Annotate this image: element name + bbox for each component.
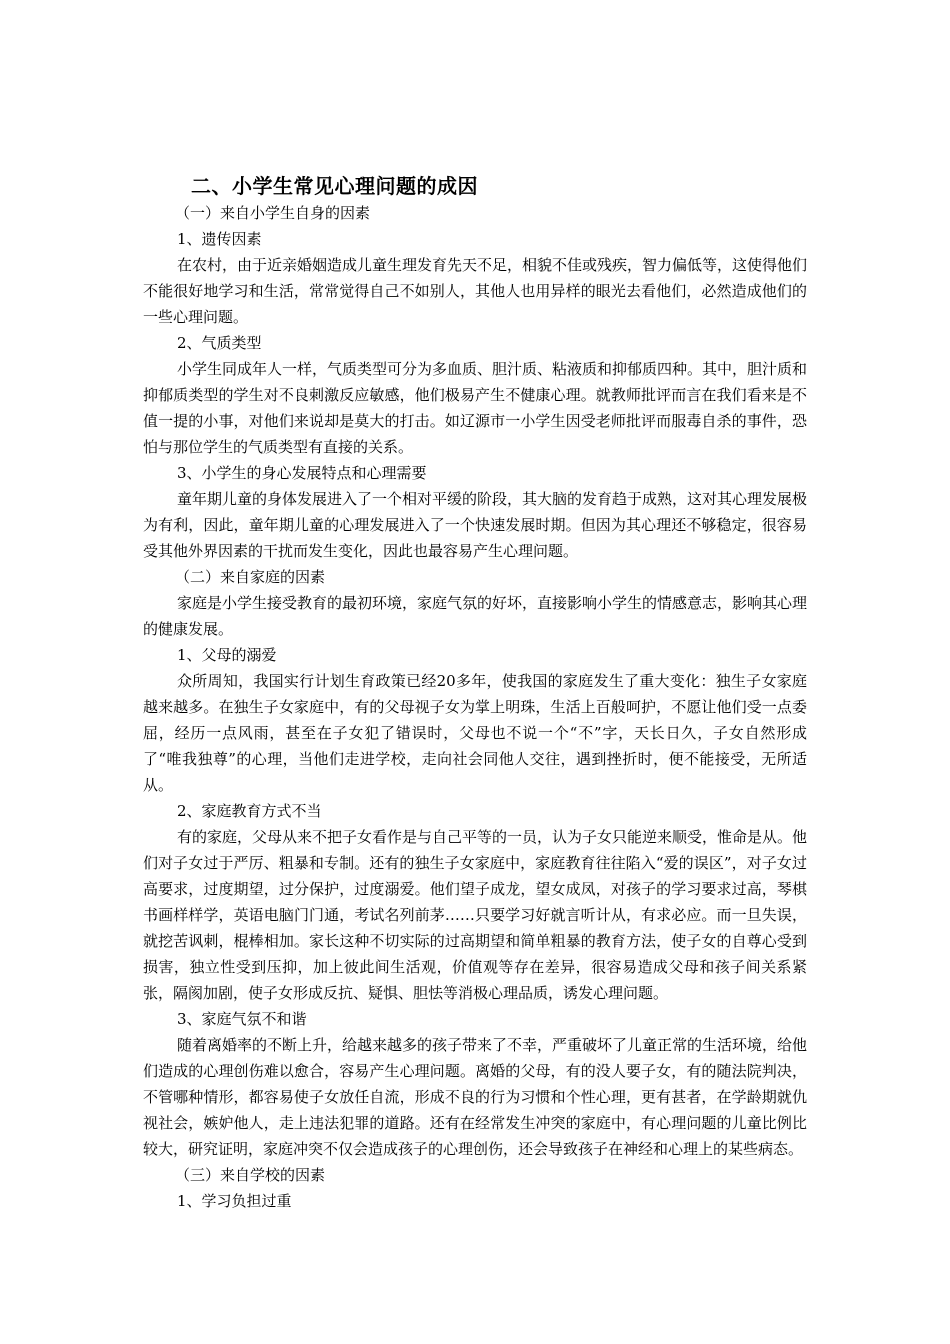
- item-heading: 3、小学生的身心发展特点和心理需要: [177, 464, 427, 482]
- paragraph: 众所周知，我国实行计划生育政策已经20多年，使我国的家庭发生了重大变化：独生子女家庭越来越多。在独生子女家庭中，有的父母视子女为掌上明珠，生活上百般呵护，不愿让他们受一点委屈，经历一点风雨，甚至在子女犯了错误时，父母也不说一个“不”字，天长日久，子女自然形成了“唯我独尊”的心理，当他们走进学校，走向社会同他人交往，遇到挫折时，便不能接受，无所适从。: [143, 672, 807, 794]
- document-page: [143, 172, 807, 1214]
- subsection-heading: （三）来自学校的因素: [175, 1166, 326, 1184]
- item-heading: 1、父母的溺爱: [177, 646, 277, 664]
- paragraph: 家庭是小学生接受教育的最初环境，家庭气氛的好坏，直接影响小学生的情感意志，影响其心理的健康发展。: [143, 594, 808, 638]
- item-heading: 1、遗传因素: [177, 230, 262, 248]
- paragraph: 有的家庭，父母从来不把子女看作是与自己平等的一员，认为子女只能逆来顺受，惟命是从。他们对子女过于严厉、粗暴和专制。还有的独生子女家庭中，家庭教育往往陷入“爱的误区”，对子女过高要求，过度期望，过分保护，过度溺爱。他们望子成龙，望女成凤，对孩子的学习要求过高，琴棋书画样样学，英语电脑门门通，考试名列前茅……只要学习好就言听计从，有求必应。而一旦失误，就挖苦讽刺，棍棒相加。家长这种不切实际的过高期望和简单粗暴的教育方法，使子女的自尊心受到损害，独立性受到压抑，加上彼此间生活观，价值观等存在差异，很容易造成父母和孩子间关系紧张，隔阂加剧，使子女形成反抗、疑惧、胆怯等消极心理品质，诱发心理问题。: [143, 828, 808, 1002]
- item-heading: 1、学习负担过重: [177, 1192, 292, 1210]
- item-heading: 3、家庭气氛不和谐: [177, 1010, 307, 1028]
- subsection-heading: （二）来自家庭的因素: [175, 568, 326, 586]
- item-heading: 2、气质类型: [177, 334, 262, 352]
- subsection-heading: （一）来自小学生自身的因素: [175, 204, 371, 222]
- item-heading: 2、家庭教育方式不当: [177, 802, 322, 820]
- paragraph: 随着离婚率的不断上升，给越来越多的孩子带来了不幸，严重破坏了儿童正常的生活环境，给他们造成的心理创伤难以愈合，容易产生心理问题。离婚的父母，有的没人要子女，有的随法院判决，不管哪种情形，都容易使子女放任自流，形成不良的行为习惯和个性心理，更有甚者，在学龄期就仇视社会，嫉妒他人，走上违法犯罪的道路。还有在经常发生冲突的家庭中，有心理问题的儿童比例比较大，研究证明，家庭冲突不仅会造成孩子的心理创伤，还会导致孩子在神经和心理上的某些病态。: [143, 1036, 808, 1158]
- paragraph: 小学生同成年人一样，气质类型可分为多血质、胆汁质、粘液质和抑郁质四种。其中，胆汁质和抑郁质类型的学生对不良刺激反应敏感，他们极易产生不健康心理。就教师批评而言在我们看来是不值一提的小事，对他们来说却是莫大的打击。如辽源市一小学生因受老师批评而服毒自杀的事件，恐怕与那位学生的气质类型有直接的关系。: [143, 360, 808, 456]
- section-title: 二、小学生常见心理问题的成因: [191, 174, 478, 198]
- paragraph: 童年期儿童的身体发展进入了一个相对平缓的阶段，其大脑的发育趋于成熟，这对其心理发展极为有利，因此，童年期儿童的心理发展进入了一个快速发展时期。但因为其心理还不够稳定，很容易受其他外界因素的干扰而发生变化，因此也最容易产生心理问题。: [143, 490, 808, 560]
- paragraph: 在农村，由于近亲婚姻造成儿童生理发育先天不足，相貌不佳或残疾，智力偏低等，这使得他们不能很好地学习和生活，常常觉得自己不如别人，其他人也用异样的眼光去看他们，必然造成他们的一些心理问题。: [143, 256, 808, 326]
